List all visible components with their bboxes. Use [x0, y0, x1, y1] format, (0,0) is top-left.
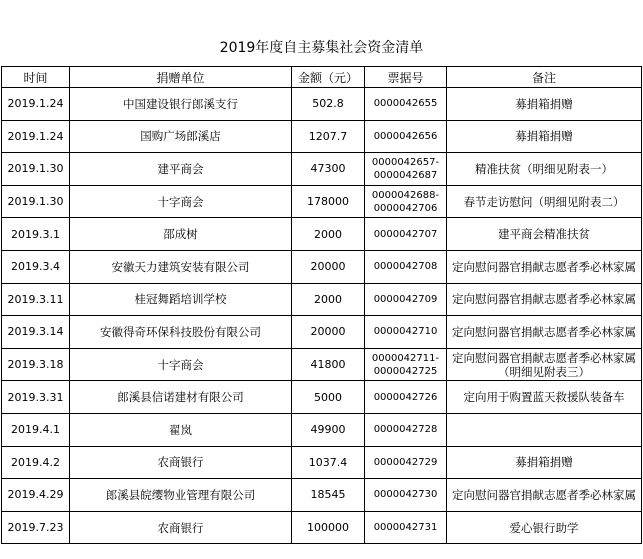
cell-receipt — [365, 511, 447, 544]
cell-receipt-line: 0000042688- — [371, 189, 440, 201]
cell-receipt — [365, 316, 447, 349]
cell-receipt-line: 0000042656 — [373, 130, 438, 142]
cell-note-line: 定向慰问器官捐献志愿者季必林家属 — [452, 487, 636, 502]
table-row — [2, 153, 642, 186]
cell-receipt — [365, 413, 447, 446]
cell-donor: 十字商会 — [70, 348, 292, 381]
column-header-time: 时间 — [2, 67, 70, 88]
cell-note-line: 募捐箱捐赠 — [515, 129, 573, 144]
column-header-receipt: 票据号 — [365, 67, 447, 88]
cell-time: 2019.1.30 — [2, 153, 70, 186]
cell-amount: 2000 — [292, 283, 365, 316]
cell-amount: 41800 — [292, 348, 365, 381]
cell-note-line: 精准扶贫（明细见附表一） — [475, 161, 613, 176]
table-row — [2, 185, 642, 218]
cell-receipt — [365, 185, 447, 218]
cell-note — [447, 511, 642, 544]
cell-donor: 建平商会 — [70, 153, 292, 186]
cell-time: 2019.4.1 — [2, 413, 70, 446]
cell-receipt-line: 0000042707 — [373, 228, 438, 240]
document-title: 2019年度自主募集社会资金清单 — [219, 40, 424, 56]
cell-receipt — [365, 88, 447, 121]
table-header-row — [2, 67, 642, 88]
table-row — [2, 348, 642, 381]
table-row — [2, 218, 642, 251]
cell-note — [447, 479, 642, 512]
cell-receipt — [365, 446, 447, 479]
cell-receipt — [365, 250, 447, 283]
cell-note — [447, 153, 642, 186]
cell-donor: 农商银行 — [70, 511, 292, 544]
table-row — [2, 88, 642, 121]
cell-receipt — [365, 153, 447, 186]
cell-amount: 1207.7 — [292, 120, 365, 153]
cell-time: 2019.3.18 — [2, 348, 70, 381]
cell-note — [447, 381, 642, 414]
cell-time: 2019.3.4 — [2, 250, 70, 283]
cell-note-line: 募捐箱捐赠 — [515, 96, 573, 111]
cell-amount: 1037.4 — [292, 446, 365, 479]
cell-note-line: 定向慰问器官捐献志愿者季必林家属 — [452, 324, 636, 339]
cell-note-line: 春节走访慰问（明细见附表二） — [463, 194, 625, 209]
column-header-amount: 金额（元） — [292, 67, 365, 88]
cell-amount: 20000 — [292, 250, 365, 283]
cell-amount: 49900 — [292, 413, 365, 446]
cell-note — [447, 446, 642, 479]
cell-note — [447, 88, 642, 121]
cell-time: 2019.4.2 — [2, 446, 70, 479]
cell-time: 2019.7.23 — [2, 511, 70, 544]
cell-note-line: 募捐箱捐赠 — [515, 455, 573, 470]
cell-receipt — [365, 120, 447, 153]
table-row — [2, 120, 642, 153]
cell-donor: 安徽得奇环保科技股份有限公司 — [70, 316, 292, 349]
cell-amount: 2000 — [292, 218, 365, 251]
cell-time: 2019.4.29 — [2, 479, 70, 512]
cell-donor: 中国建设银行郎溪支行 — [70, 88, 292, 121]
cell-donor: 国购广场郎溪店 — [70, 120, 292, 153]
cell-receipt-line: 0000042708 — [373, 261, 438, 273]
cell-amount: 502.8 — [292, 88, 365, 121]
cell-amount: 20000 — [292, 316, 365, 349]
cell-amount: 5000 — [292, 381, 365, 414]
table-row — [2, 446, 642, 479]
cell-time: 2019.1.30 — [2, 185, 70, 218]
cell-note — [447, 283, 642, 316]
table-row — [2, 250, 642, 283]
cell-receipt — [365, 381, 447, 414]
cell-receipt-line: 0000042731 — [373, 522, 438, 534]
cell-receipt-line: 0000042711- — [371, 352, 440, 364]
table-row — [2, 316, 642, 349]
cell-receipt-line: 0000042687 — [373, 169, 438, 181]
cell-amount: 100000 — [292, 511, 365, 544]
cell-note — [447, 120, 642, 153]
cell-note-line: （明细见附表三） — [498, 364, 590, 379]
cell-amount: 47300 — [292, 153, 365, 186]
cell-donor: 郎溪县信诺建材有限公司 — [70, 381, 292, 414]
cell-receipt — [365, 479, 447, 512]
cell-note-line: 定向慰问器官捐献志愿者季必林家属 — [452, 292, 636, 307]
cell-receipt-line: 0000042709 — [373, 293, 438, 305]
cell-amount: 18545 — [292, 479, 365, 512]
cell-note — [447, 250, 642, 283]
table-row — [2, 511, 642, 544]
cell-donor: 安徽天力建筑安装有限公司 — [70, 250, 292, 283]
table-row — [2, 413, 642, 446]
cell-note-line: 爱心银行助学 — [509, 520, 579, 535]
donation-table — [1, 66, 642, 544]
cell-donor: 十字商会 — [70, 185, 292, 218]
cell-time: 2019.1.24 — [2, 88, 70, 121]
cell-receipt-line: 0000042730 — [373, 489, 438, 501]
table-row — [2, 381, 642, 414]
cell-receipt-line: 0000042710 — [373, 326, 438, 338]
cell-note-line: 定向用于购置蓝天救援队装备车 — [463, 390, 625, 405]
cell-note-line: 建平商会精准扶贫 — [498, 227, 590, 242]
cell-receipt — [365, 348, 447, 381]
cell-receipt-line: 0000042725 — [373, 365, 438, 377]
cell-time: 2019.3.14 — [2, 316, 70, 349]
cell-receipt — [365, 218, 447, 251]
cell-note — [447, 413, 642, 446]
cell-note-line: 定向慰问器官捐献志愿者季必林家属 — [452, 259, 636, 274]
table-row — [2, 479, 642, 512]
column-header-note: 备注 — [447, 67, 642, 88]
cell-time: 2019.3.1 — [2, 218, 70, 251]
cell-receipt-line: 0000042729 — [373, 456, 438, 468]
cell-amount: 178000 — [292, 185, 365, 218]
cell-receipt — [365, 283, 447, 316]
cell-receipt-line: 0000042728 — [373, 424, 438, 436]
table-body — [2, 88, 642, 544]
cell-receipt-line: 0000042655 — [373, 98, 438, 110]
cell-donor: 翟岚 — [70, 413, 292, 446]
column-header-donor: 捐赠单位 — [70, 67, 292, 88]
cell-donor: 郎溪县皖缨物业管理有限公司 — [70, 479, 292, 512]
cell-donor: 邵成树 — [70, 218, 292, 251]
cell-note — [447, 218, 642, 251]
cell-time: 2019.1.24 — [2, 120, 70, 153]
cell-time: 2019.3.11 — [2, 283, 70, 316]
cell-note — [447, 348, 642, 381]
cell-receipt-line: 0000042706 — [373, 202, 438, 214]
cell-time: 2019.3.31 — [2, 381, 70, 414]
cell-note-line: 定向慰问器官捐献志愿者季必林家属 — [452, 350, 636, 365]
cell-receipt-line: 0000042726 — [373, 391, 438, 403]
cell-note — [447, 185, 642, 218]
cell-note — [447, 316, 642, 349]
cell-receipt-line: 0000042657- — [371, 156, 440, 168]
table-row — [2, 283, 642, 316]
cell-donor: 农商银行 — [70, 446, 292, 479]
cell-donor: 桂冠舞蹈培训学校 — [70, 283, 292, 316]
